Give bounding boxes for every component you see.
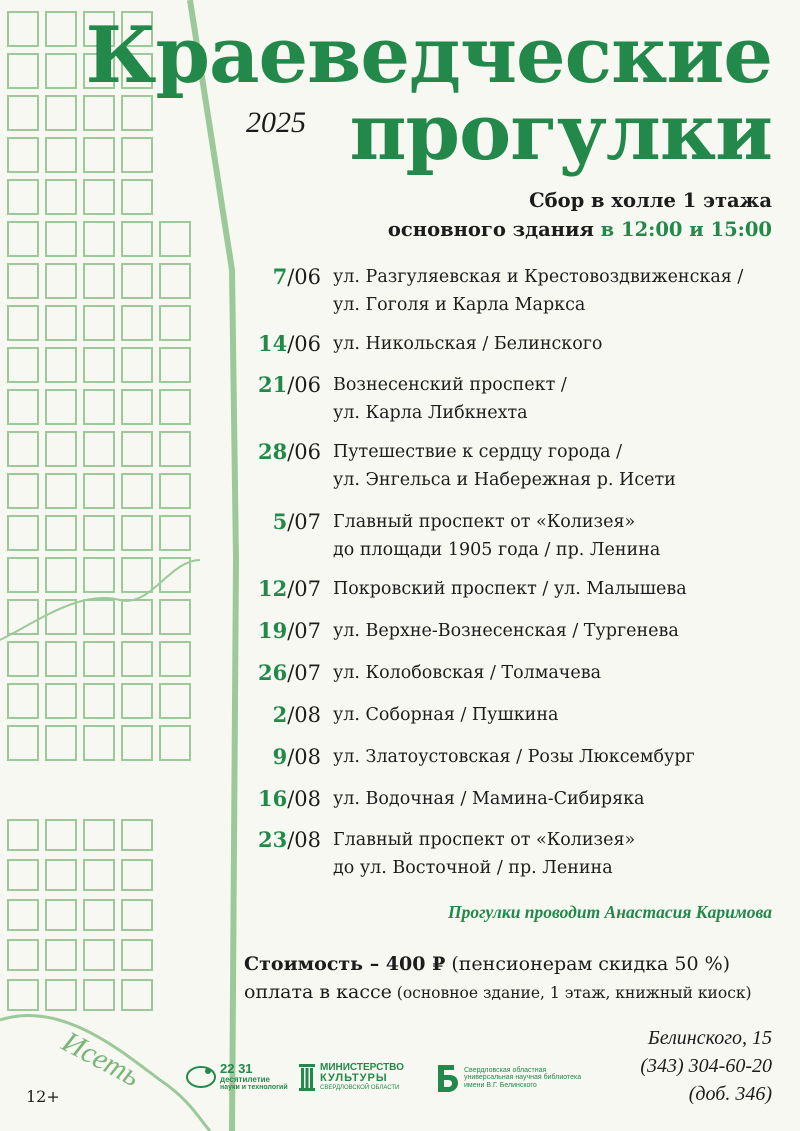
walk-route [333, 575, 796, 603]
walk-month: /06 [287, 440, 321, 464]
walk-date [236, 826, 333, 882]
walk-day: 7 [272, 264, 288, 289]
walk-route-line-2: ул. Энгельса и Набережная р. Исети [333, 470, 676, 490]
meeting-info [388, 186, 772, 244]
walk-day: 28 [257, 439, 288, 464]
walk-route [333, 785, 796, 813]
map-river-label: Исеть [56, 1025, 146, 1094]
walk-route-line-1: ул. Колобовская / Толмачева [333, 663, 602, 683]
walk-item [236, 701, 796, 729]
walk-route [333, 659, 796, 687]
walk-route-line-1: Путешествие к сердцу города / [333, 442, 622, 462]
walk-date [236, 785, 333, 813]
price-label: Стоимость – 400 ₽ [244, 953, 446, 975]
title-line-2: прогулки [349, 87, 772, 178]
walk-date [236, 438, 333, 494]
decade-logo-line2: науки и технологий [220, 1084, 288, 1092]
map-main-avenue [190, 0, 236, 1131]
walk-route [333, 743, 796, 771]
walk-item [236, 617, 796, 645]
walk-month: /08 [287, 828, 321, 852]
meeting-place: Сбор в холле 1 этажа [529, 189, 772, 212]
walk-route [333, 617, 796, 645]
walk-month: /08 [287, 787, 321, 811]
payment-details: (основное здание, 1 этаж, книжный киоск) [391, 984, 752, 1002]
walk-route [333, 508, 796, 564]
walk-route [333, 330, 796, 358]
library-logo-line3: имени В.Г. Белинского [464, 1081, 537, 1089]
walk-month: /06 [287, 373, 321, 397]
walk-day: 23 [257, 827, 288, 852]
walk-item [236, 785, 796, 813]
walk-day: 21 [257, 372, 288, 397]
walk-route-line-1: Главный проспект от «Колизея» [333, 830, 636, 850]
contact-info [640, 1024, 772, 1108]
walk-item [236, 508, 796, 564]
walk-day: 12 [257, 576, 288, 601]
walk-date [236, 701, 333, 729]
address-street: Белинского, 15 [647, 1027, 772, 1049]
walk-route-line-1: Вознесенский проспект / [333, 375, 567, 395]
walk-item [236, 743, 796, 771]
library-logo-line1: Свердловская областная [464, 1066, 547, 1074]
walk-month: /07 [287, 619, 321, 643]
phone-extension: (доб. 346) [688, 1083, 772, 1105]
meeting-times: в 12:00 и 15:00 [600, 218, 772, 241]
walk-route-line-1: Главный проспект от «Колизея» [333, 512, 636, 532]
walk-day: 9 [272, 744, 288, 769]
phone-number: (343) 304-60-20 [640, 1055, 772, 1077]
walk-item [236, 826, 796, 882]
price-discount: (пенсионерам скидка 50 %) [445, 953, 731, 975]
walk-date [236, 743, 333, 771]
guide-name: Прогулки проводит Анастасия Каримова [447, 902, 772, 922]
price-info [244, 950, 752, 1007]
walk-item [236, 575, 796, 603]
decade-logo-icon [186, 1062, 216, 1092]
payment-line [244, 978, 752, 1007]
meeting-building: основного здания [387, 218, 594, 241]
library-logo-line2: универсальная научная библиотека [464, 1074, 582, 1082]
walk-route [333, 701, 796, 729]
culture-logo-line1: МИНИСТЕРСТВО [320, 1061, 404, 1073]
walk-route-line-1: Покровский проспект / ул. Малышева [333, 579, 687, 599]
decade-logo-number: 22 31 [220, 1061, 253, 1077]
walk-day: 26 [257, 660, 288, 685]
walk-route-line-1: ул. Верхне-Вознесенская / Тургенева [333, 621, 679, 641]
walk-item [236, 371, 796, 427]
walk-route [333, 826, 796, 882]
walk-route-line-1: ул. Никольская / Белинского [333, 334, 603, 354]
year-label: 2025 [246, 106, 306, 139]
age-rating: 12+ [26, 1087, 60, 1106]
title-line-1: Краеведческие [85, 10, 772, 101]
culture-logo-line3: СВЕРДЛОВСКОЙ ОБЛАСТИ [320, 1084, 400, 1091]
walk-date [236, 330, 333, 358]
columns-icon [298, 1062, 316, 1092]
walk-day: 5 [272, 509, 288, 534]
walk-route-line-1: ул. Водочная / Мамина-Сибиряка [333, 789, 645, 809]
ministry-of-culture-logo [298, 1062, 404, 1092]
walk-month: /08 [287, 703, 321, 727]
walk-day: 16 [257, 786, 288, 811]
walk-day: 19 [257, 618, 288, 643]
walk-route-line-2: до площади 1905 года / пр. Ленина [333, 540, 661, 560]
walk-date [236, 617, 333, 645]
walk-date [236, 371, 333, 427]
walk-month: /08 [287, 745, 321, 769]
walk-date [236, 263, 333, 319]
walk-item [236, 330, 796, 358]
walk-item [236, 263, 796, 319]
walk-route [333, 263, 796, 319]
payment-method: оплата в кассе [244, 981, 392, 1003]
walk-route-line-1: ул. Разгуляевская и Крестовоздвиженская / [333, 267, 744, 287]
walk-day: 14 [257, 331, 288, 356]
walk-route-line-1: ул. Златоустовская / Розы Люксембург [333, 747, 695, 767]
map-street-blocks [8, 12, 190, 1010]
walk-route [333, 438, 796, 494]
decade-of-science-logo [186, 1062, 288, 1092]
walk-route-line-2: ул. Карла Либкнехта [333, 403, 528, 423]
walk-month: /07 [287, 661, 321, 685]
price-line [244, 950, 752, 978]
walk-month: /07 [287, 577, 321, 601]
walk-month: /06 [287, 332, 321, 356]
walk-route [333, 371, 796, 427]
walk-item [236, 659, 796, 687]
library-logo [434, 1062, 581, 1094]
walk-route-line-1: ул. Соборная / Пушкина [333, 705, 559, 725]
library-b-icon [434, 1062, 460, 1094]
walk-month: /07 [287, 510, 321, 534]
walk-route-line-2: до ул. Восточной / пр. Ленина [333, 858, 613, 878]
walk-month: /06 [287, 265, 321, 289]
walk-date [236, 659, 333, 687]
walk-item [236, 438, 796, 494]
decade-logo-line1: десятилетие [220, 1074, 270, 1084]
walk-date [236, 575, 333, 603]
walk-route-line-2: ул. Гоголя и Карла Маркса [333, 295, 586, 315]
walk-date [236, 508, 333, 564]
culture-logo-line2: КУЛЬТУРЫ [320, 1072, 388, 1085]
walk-day: 2 [272, 702, 288, 727]
meeting-place-line-2 [388, 215, 772, 244]
